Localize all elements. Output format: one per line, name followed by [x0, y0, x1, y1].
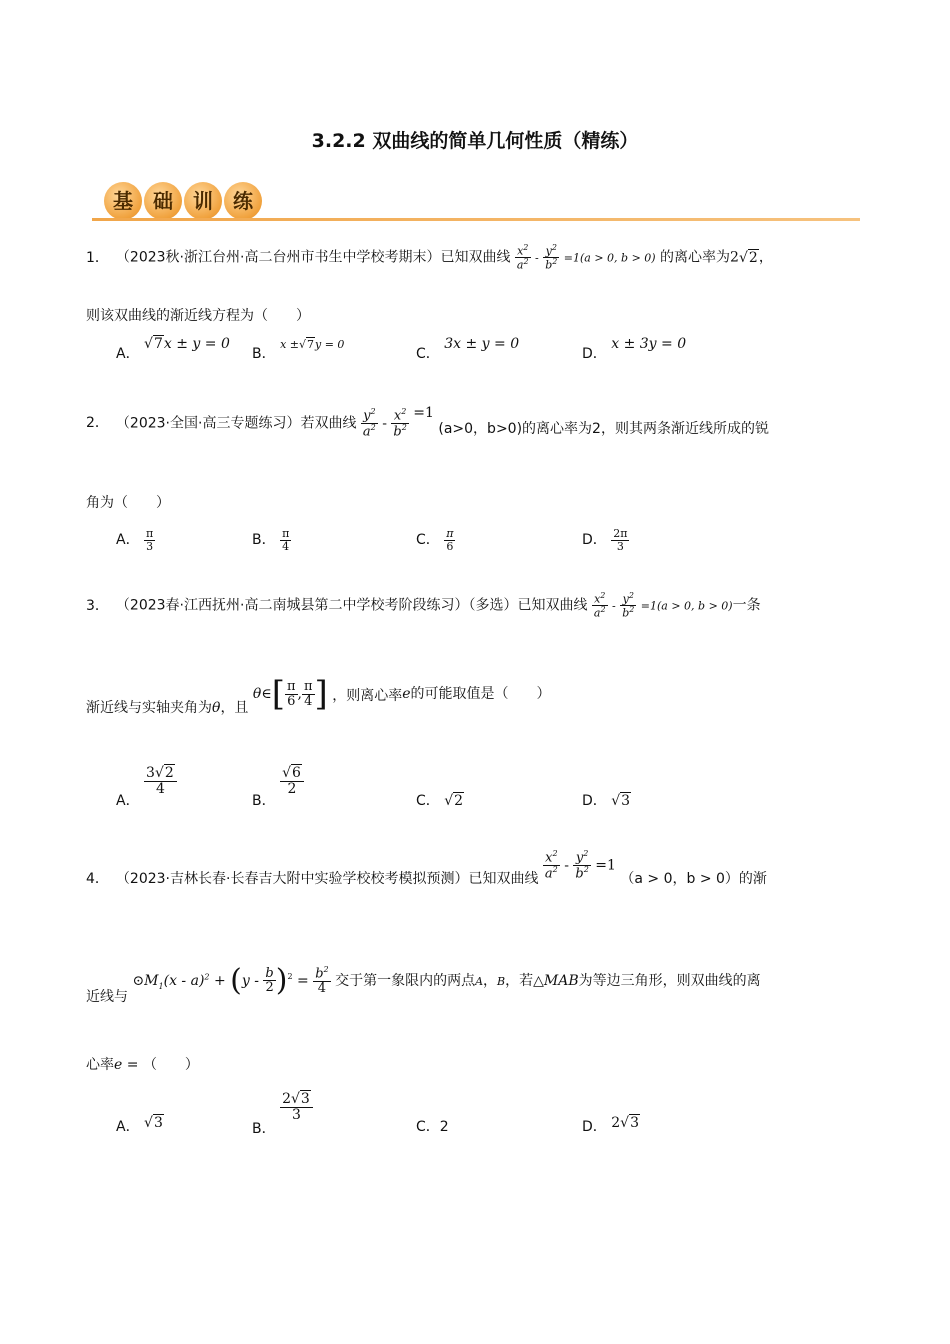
- q1-option-d[interactable]: D． x ± 3y = 0: [582, 336, 687, 362]
- fraction-y2-a2: $\frac{y^2}{a^2}$: [362, 407, 376, 440]
- q2-option-c[interactable]: C． $\frac{\pi}{6}$: [416, 527, 454, 553]
- question-4-line-2: 近线与 $⊙M_1(x - a)^2 + (y$ - $\frac{b}{2}$ )$^2$ = $\frac{b^2}{4}$ 交于第一象限内的两点A，B，若△MAB为等边三角形，则双曲线的离: [86, 962, 761, 1005]
- q2-option-b[interactable]: B． $\frac{\pi}{4}$: [252, 527, 290, 553]
- question-text: （2023春·江西抚州·高二南城县第二中学校考阶段练习）（多选）已知双曲线: [122, 597, 588, 614]
- theta-interval: θ∈: [252, 686, 272, 703]
- question-3-line-2: 渐近线与实轴夹角为θ，且 θ∈[ $\frac{\pi}{6}$ , $\frac{\pi}{4}$ ] ，则离心率e的可能取值是（ ）: [86, 674, 551, 717]
- banner-divider: [92, 218, 860, 221]
- question-text-2: 的离心率为: [660, 249, 731, 266]
- question-4-line-3: 心率e = （ ）: [86, 1057, 199, 1073]
- sqrt-expression: √2: [738, 249, 758, 266]
- q2-option-d[interactable]: D． $\frac{2\pi}{3}$: [582, 527, 628, 553]
- question-number: 2．: [86, 415, 109, 432]
- q1-option-c[interactable]: C． 3x ± y = 0: [416, 336, 520, 362]
- question-number: 1．: [86, 249, 109, 266]
- banner-char-3: 训: [184, 182, 222, 220]
- question-2-line-2: 角为（ ）: [86, 495, 170, 511]
- page-title: 3.2.2 双曲线的简单几何性质（精练）: [311, 130, 639, 152]
- fraction-x2-a2: $\frac{x^2}{a^2}$: [516, 243, 529, 272]
- question-number: 4．: [86, 871, 109, 888]
- banner-char-2: 础: [144, 182, 182, 220]
- q3-option-a[interactable]: A． $\frac{3√2}{4}$: [116, 766, 177, 796]
- q4-option-c[interactable]: C．2: [416, 1119, 449, 1135]
- q3-option-d[interactable]: D． √3: [582, 793, 631, 809]
- condition-text: =1(a > 0, b > 0): [640, 599, 733, 613]
- question-text: （2023秋·浙江台州·高二台州市书生中学校考期末）已知双曲线: [122, 249, 511, 266]
- q2-option-a[interactable]: A． $\frac{\pi}{3}$: [116, 527, 154, 553]
- question-text: （2023·吉林长春·长春吉大附中实验学校校考模拟预测）已知双曲线: [122, 871, 539, 888]
- condition-text: =1(a > 0, b > 0): [563, 251, 656, 265]
- question-4: 4． （2023·吉林长春·长春吉大附中实验学校校考模拟预测）已知双曲线 $\frac{x^2}{a^2}$ - $\frac{y^2}{b^2}$ =1 （a > 0，b > 0）的渐: [86, 849, 767, 888]
- question-1: 1． （2023秋·浙江台州·高二台州市书生中学校考期末）已知双曲线 $\frac{x^2}{a^2}$ - $\frac{y^2}{b^2}$ =1(a > 0, b > 0) 的离心率为2√2，: [86, 243, 773, 272]
- fraction-y2-b2: $\frac{y^2}{b^2}$: [545, 243, 558, 272]
- condition-text: （a > 0，b > 0）的渐: [620, 871, 767, 888]
- q3-option-c[interactable]: C． √2: [416, 793, 464, 809]
- circle-equation: $⊙M_1(x - a)^2$ +: [132, 972, 231, 991]
- question-2: 2． （2023·全国·高三专题练习）若双曲线 $\frac{y^2}{a^2}$ - $\frac{x^2}{b^2}$ =1 (a>0，b>0)的离心率为2，则其两条渐近线所成的锐: [86, 405, 769, 440]
- question-number: 3．: [86, 597, 109, 614]
- banner-char-4: 练: [224, 182, 262, 220]
- q1-option-b[interactable]: B． $^{x \pm}√7^{y = 0}$: [252, 338, 345, 362]
- question-1-line-2: 则该双曲线的渐近线方程为（ ）: [86, 308, 310, 324]
- q1-option-a[interactable]: A． √7x ± y = 0: [116, 336, 230, 362]
- q3-option-b[interactable]: B． $\frac{√6}{2}$: [252, 766, 304, 796]
- eccentricity-coef: 2: [730, 249, 739, 266]
- q4-option-b[interactable]: B． $\frac{2√3}{3}$: [252, 1092, 313, 1122]
- question-text-tail: 一条: [732, 597, 761, 614]
- question-text: （2023·全国·高三专题练习）若双曲线: [122, 415, 357, 432]
- banner-char-1: 基: [104, 182, 142, 220]
- condition-text: (a>0，b>0)的离心率为2，则其两条渐近线所成的锐: [438, 421, 769, 438]
- q4-option-a[interactable]: A． √3: [116, 1115, 163, 1135]
- question-3: 3． （2023春·江西抚州·高二南城县第二中学校考阶段练习）（多选）已知双曲线 $\frac{x^2}{a^2}$ - $\frac{y^2}{b^2}$ =1(a > 0, b > 0)一条: [86, 591, 761, 620]
- fraction-x2-b2: $\frac{x^2}{b^2}$: [393, 407, 407, 440]
- q4-option-d[interactable]: D． 2√3: [582, 1115, 639, 1135]
